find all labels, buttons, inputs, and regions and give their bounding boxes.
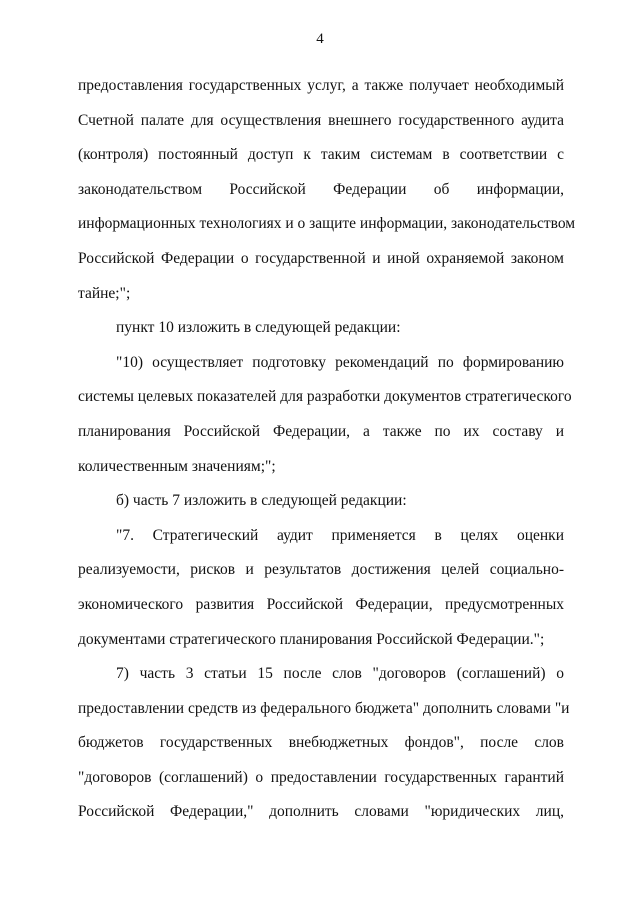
- paragraph-start-line: 7) часть 3 статьи 15 после слов "договоров (соглашений) о: [116, 665, 564, 683]
- text-line: тайне;";: [78, 284, 131, 302]
- text-line: "договоров (соглашений) о предоставлении государственных гарантий: [78, 768, 564, 786]
- text-line: Счетной палате для осуществления внешнего государственного аудита: [78, 111, 564, 129]
- text-line: планирования Российской Федерации, а также по их составу и: [78, 422, 564, 440]
- text-line: Российской Федерации о государственной и иной охраняемой законом: [78, 249, 564, 267]
- paragraph-start-line: пункт 10 изложить в следующей редакции:: [116, 319, 401, 337]
- paragraph-start-line: "7. Стратегический аудит применяется в целях оценки: [116, 526, 564, 544]
- text-line: предоставления государственных услуг, а также получает необходимый: [78, 77, 564, 94]
- text-line: Российской Федерации," дополнить словами "юридических лиц,: [78, 803, 564, 821]
- text-line: законодательством Российской Федерации об информации,: [78, 180, 564, 198]
- text-line: документами стратегического планирования Российской Федерации.";: [78, 630, 545, 648]
- text-line: информационных технологиях и о защите информации, законодательством: [78, 215, 576, 233]
- text-line: (контроля) постоянный доступ к таким системам в соответствии с: [78, 146, 564, 164]
- paragraph-start-line: б) часть 7 изложить в следующей редакции:: [116, 492, 407, 510]
- page-number: 4: [316, 31, 324, 47]
- document-body: [78, 69, 576, 830]
- text-line: предоставлении средств из федерального бюджета" дополнить словами "и: [78, 699, 570, 717]
- text-line: системы целевых показателей для разработки документов стратегического: [78, 388, 572, 406]
- text-line: количественным значениям;";: [78, 457, 276, 475]
- text-line: экономического развития Российской Федерации, предусмотренных: [78, 595, 564, 613]
- paragraph-start-line: "10) осуществляет подготовку рекомендаций по формированию: [116, 353, 564, 371]
- text-line: реализуемости, рисков и результатов достижения целей социально-: [78, 561, 564, 579]
- text-line: бюджетов государственных внебюджетных фондов", после слов: [78, 734, 564, 752]
